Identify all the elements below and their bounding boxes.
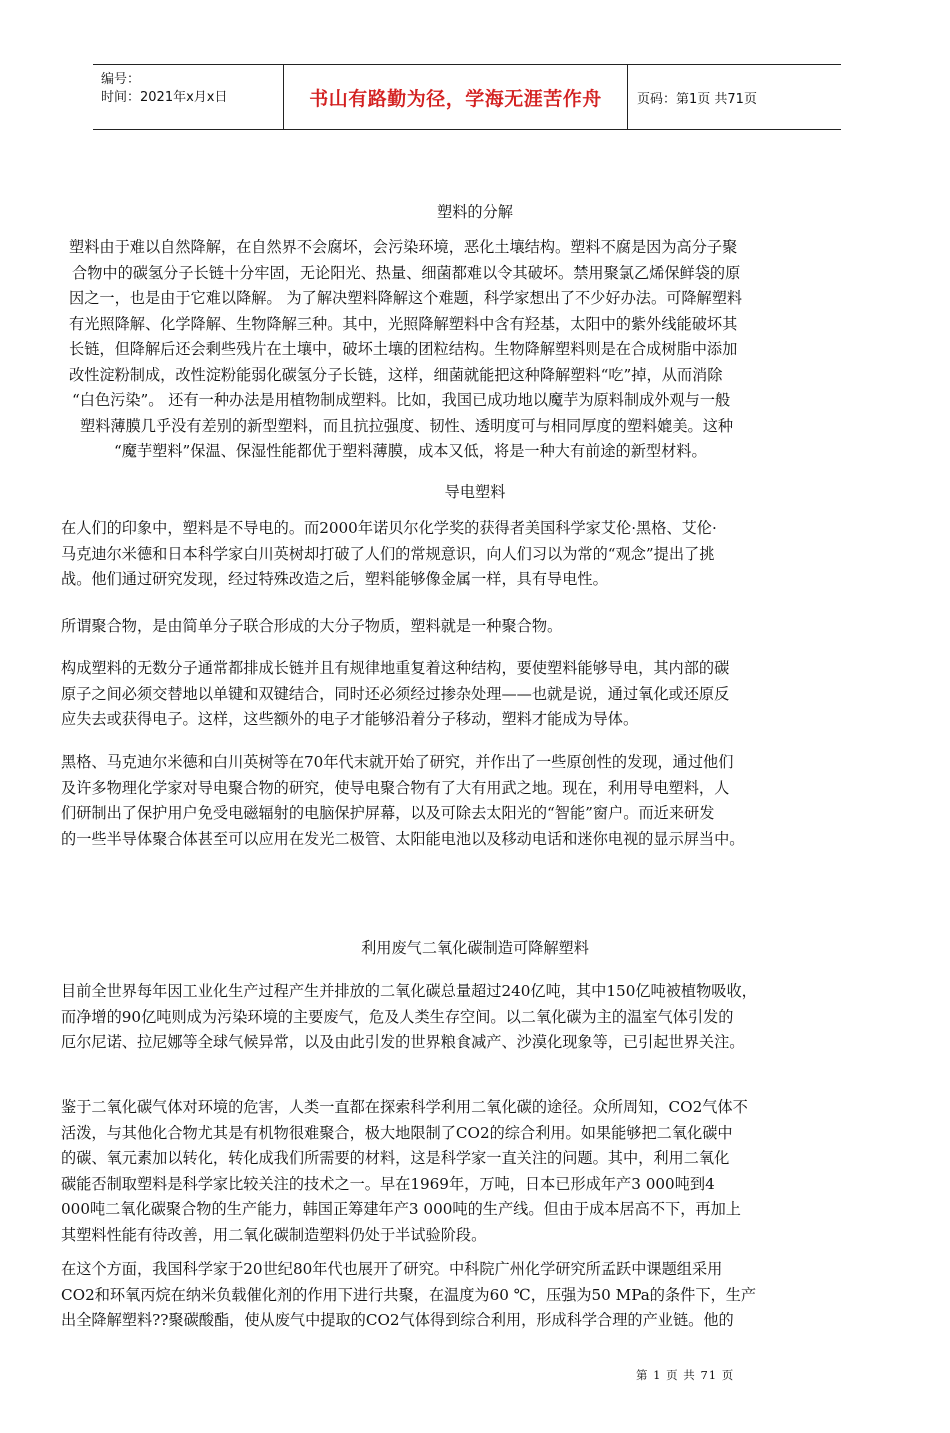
section-title: 导电塑料 bbox=[444, 483, 506, 501]
paragraph bbox=[61, 1257, 756, 1334]
text-line: 的一些半导体聚合体甚至可以应用在发光二极管、太阳能电池以及移动电话和迷你电视的显示屏当中。 bbox=[61, 829, 745, 848]
text-line: 活泼，与其他化合物尤其是有机物很难聚合，极大地限制了CO2的综合利用。如果能够把二氧化碳中 bbox=[61, 1123, 733, 1142]
text-line: 构成塑料的无数分子通常都排成长链并且有规律地重复着这种结构，要使塑料能够导电，其内部的碳 bbox=[61, 659, 730, 677]
text-line: 改性淀粉制成，改性淀粉能弱化碳氢分子长链，这样，细菌就能把这种降解塑料“吃”掉，从而消除 bbox=[69, 365, 723, 384]
text-line: 们研制出了保护用户免受电磁辐射的电脑保护屏幕，以及可除去太阳光的“智能”窗户。而近来研发 bbox=[61, 804, 715, 822]
text-line: 塑料由于难以自然降解，在自然界不会腐坏，会污染环境，恶化土壤结构。塑料不腐是因为高分子聚 bbox=[69, 238, 738, 256]
text-line: 厄尔尼诺、拉尼娜等全球气候异常，以及由此引发的世界粮食减产、沙漠化现象等，已引起世界关注。 bbox=[61, 1033, 745, 1051]
text-line: 碳能否制取塑料是科学家比较关注的技术之一。早在1969年，万吨，日本已形成年产3 000吨到4 bbox=[61, 1174, 715, 1193]
header-meta bbox=[93, 65, 283, 129]
page-header bbox=[93, 64, 841, 130]
text-line: 有光照降解、化学降解、生物降解三种。其中，光照降解塑料中含有羟基，太阳中的紫外线能破坏其 bbox=[69, 314, 738, 333]
text-line: 出全降解塑料??聚碳酸酯，使从废气中提取的CO2气体得到综合利用，形成科学合理的产业链。他的 bbox=[61, 1311, 734, 1329]
text-line: 合物中的碳氢分子长链十分牢固，无论阳光、热量、细菌都难以令其破坏。禁用聚氯乙烯保鲜袋的原 bbox=[72, 263, 741, 282]
text-line: 在人们的印象中，塑料是不导电的。而2000年诺贝尔化学奖的获得者美国科学家艾伦·黑格、艾伦· bbox=[61, 519, 717, 537]
text-line: 目前全世界每年因工业化生产过程产生并排放的二氧化碳总量超过240亿吨，其中150亿吨被植物吸收， bbox=[61, 982, 757, 1000]
paragraph bbox=[61, 656, 729, 733]
text-line: 应失去或获得电子。这样，这些额外的电子才能够沿着分子移动，塑料才能成为导体。 bbox=[61, 710, 639, 728]
text-line: 鉴于二氧化碳气体对环境的危害，人类一直都在探索科学利用二氧化碳的途径。众所周知，CO2气体不 bbox=[61, 1098, 748, 1116]
paragraph bbox=[61, 979, 757, 1056]
text-line: “白色污染”。 还有一种办法是用植物制成塑料。比如，我国已成功地以魔芋为原料制成外观与一般 bbox=[72, 391, 731, 409]
text-line: 000吨二氧化碳聚合物的生产能力，韩国正筹建年产3 000吨的生产线。但由于成本居高不下，再加上 bbox=[61, 1200, 741, 1218]
paragraph bbox=[61, 614, 562, 640]
text-line: 马克迪尔米德和日本科学家白川英树却打破了人们的常规意识，向人们习以为常的“观念”提出了挑 bbox=[61, 544, 715, 563]
text-line: 在这个方面，我国科学家于20世纪80年代也展开了研究。中科院广州化学研究所孟跃中课题组采用 bbox=[61, 1260, 723, 1278]
time-label: 时间：2021年x月x日 bbox=[101, 90, 228, 105]
section-title: 利用废气二氧化碳制造可降解塑料 bbox=[361, 939, 589, 957]
motto: 书山有路勤为径，学海无涯苦作舟 bbox=[309, 87, 602, 110]
text-line: 因之一，也是由于它难以降解。 为了解决塑料降解这个难题，科学家想出了不少好办法。可降解塑料 bbox=[69, 289, 743, 307]
number-label: 编号： bbox=[101, 72, 141, 87]
text-line: 的碳、氧元素加以转化，转化成我们所需要的材料，这是科学家一直关注的问题。其中，利用二氧化 bbox=[61, 1149, 730, 1167]
paragraph bbox=[61, 516, 717, 593]
page-footer: 第 1 页 共 71 页 bbox=[636, 1368, 735, 1382]
text-line: 所谓聚合物，是由简单分子联合形成的大分子物质，塑料就是一种聚合物。 bbox=[61, 617, 563, 635]
text-line: 黑格、马克迪尔米德和白川英树等在70年代末就开始了研究，并作出了一些原创性的发现，通过他们 bbox=[61, 753, 734, 771]
paragraph bbox=[61, 750, 744, 852]
text-line: CO2和环氧丙烷在纳米负载催化剂的作用下进行共聚，在温度为60 ℃，压强为50 MPa的条件下，生产 bbox=[61, 1285, 757, 1304]
text-line: 战。他们通过研究发现，经过特殊改造之后，塑料能够像金属一样，具有导电性。 bbox=[61, 570, 608, 588]
header-page-cell bbox=[627, 65, 841, 129]
text-line: 塑料薄膜几乎没有差别的新型塑料，而且抗拉强度、韧性、透明度可与相同厚度的塑料媲美。这种 bbox=[80, 416, 734, 435]
paragraph bbox=[61, 1095, 748, 1248]
header-motto-cell bbox=[283, 65, 628, 129]
text-line: 而净增的90亿吨则成为污染环境的主要废气，危及人类生存空间。以二氧化碳为主的温室气体引发的 bbox=[61, 1007, 734, 1026]
text-line: “魔芋塑料”保温、保湿性能都优于塑料薄膜，成本又低，将是一种大有前途的新型材料。 bbox=[114, 442, 707, 460]
text-line: 及许多物理化学家对导电聚合物的研究，使导电聚合物有了大有用武之地。现在，利用导电塑料，人 bbox=[61, 778, 730, 797]
page-info: 页码：第1页 共71页 bbox=[637, 91, 757, 107]
text-line: 其塑料性能有待改善，用二氧化碳制造塑料仍处于半试验阶段。 bbox=[61, 1225, 487, 1244]
text-line: 原子之间必须交替地以单键和双键结合，同时还必须经过掺杂处理——也就是说，通过氧化或还原反 bbox=[61, 684, 730, 703]
text-line: 长链，但降解后还会剩些残片在土壤中，破坏土壤的团粒结构。生物降解塑料则是在合成树脂中添加 bbox=[69, 340, 738, 358]
paragraph bbox=[69, 235, 742, 465]
section-title: 塑料的分解 bbox=[437, 203, 513, 221]
